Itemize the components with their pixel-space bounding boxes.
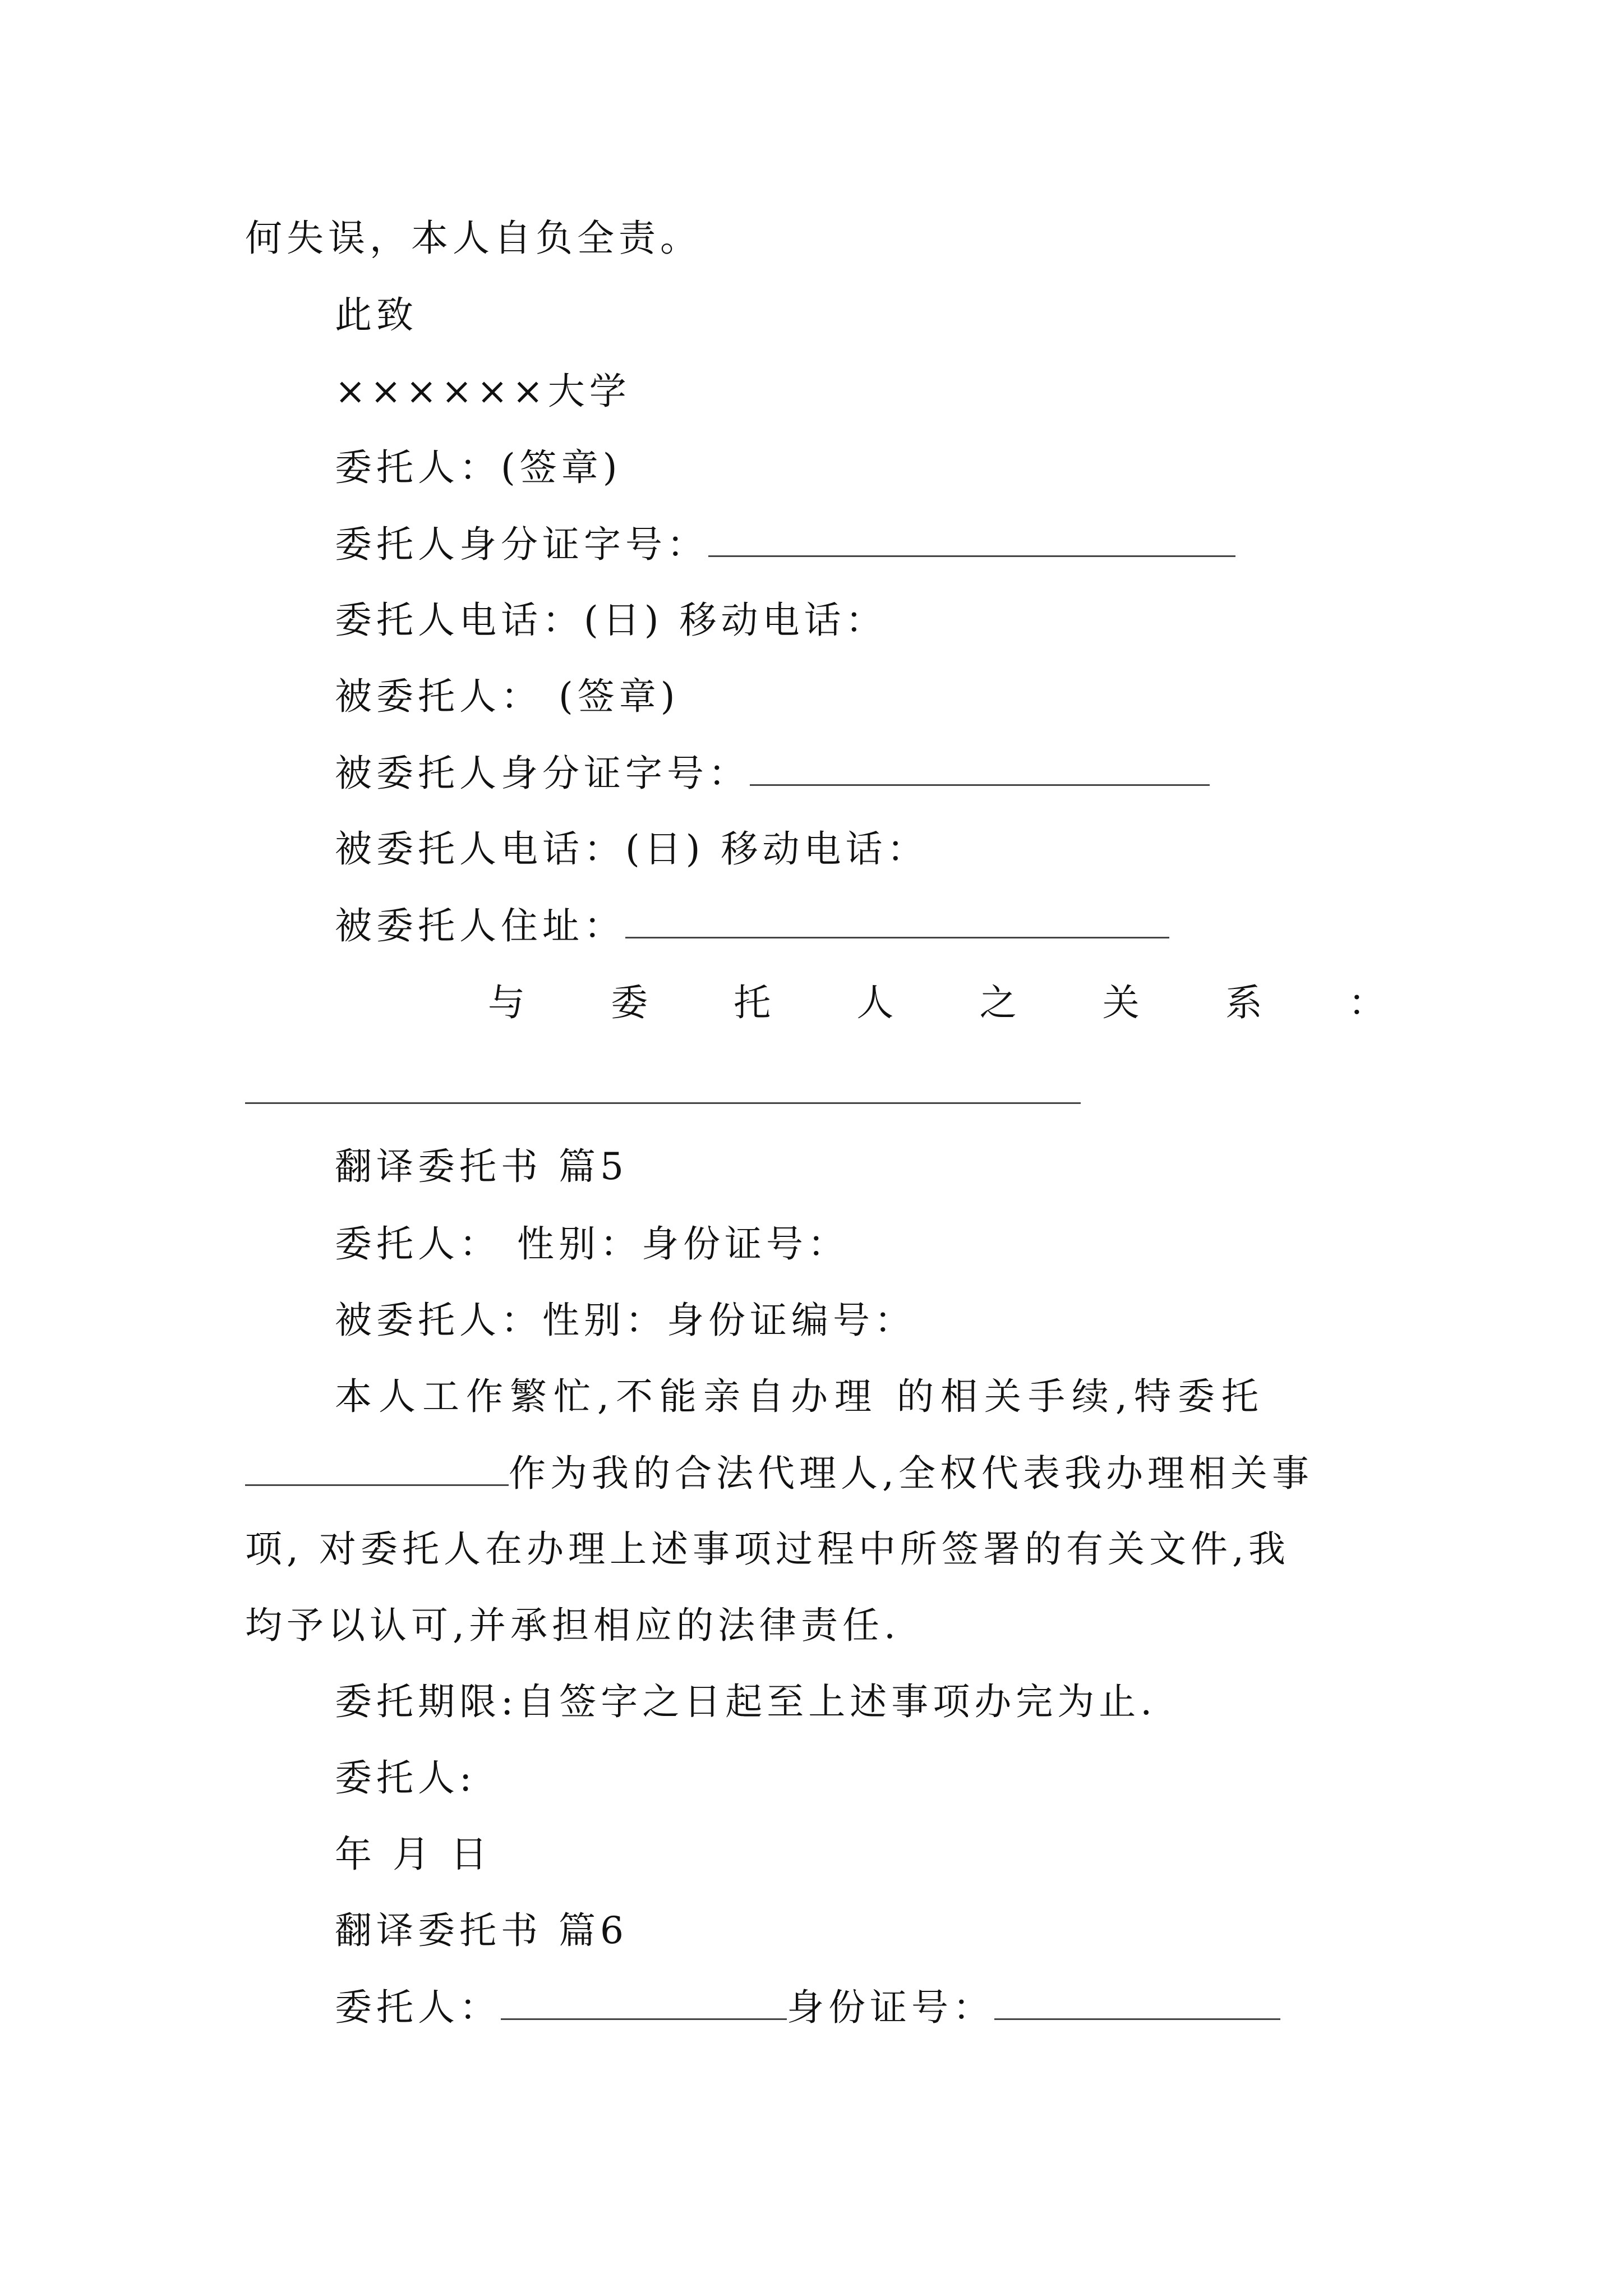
principal-info-line: 委托人： 性别：身份证号： [335,1222,849,1266]
principal-id-blank [708,522,1235,557]
relationship-char: 委 [611,981,648,1024]
salutation: 此致 [335,293,418,337]
agent-address-blank [625,903,1169,938]
relationship-char: 与 [488,981,525,1024]
text-line: 何失误，本人自负全责。 [245,217,702,260]
relationship-char: 托 [734,981,771,1024]
paragraph-line: 项, 对委托人在办理上述事项过程中所签署的有关文件,我 [245,1527,1290,1571]
principal-name-blank [501,1985,787,2020]
relationship-char: 系 [1225,981,1262,1024]
agent-name-blank [245,1451,509,1486]
principal-id-line-6 [335,1985,1280,2030]
agent-phone-line: 被委托人电话：(日) 移动电话： [335,827,929,871]
principal-id-label: 委托人身分证字号： [335,523,708,566]
relationship-char: 之 [979,981,1017,1024]
principal-sign-line: 委托人: [335,1756,477,1800]
section-heading-5: 翻译委托书 篇5 [335,1145,628,1188]
relationship-char: 关 [1102,981,1140,1024]
paragraph-line: 本人工作繁忙,不能亲自办理 的相关手续,特委托 [335,1375,1265,1418]
agent-info-line: 被委托人：性别：身份证编号： [335,1299,916,1342]
relationship-char: 人 [856,981,894,1024]
principal-phone-line: 委托人电话：(日) 移动电话： [335,599,887,642]
agent-id-line [335,751,1210,796]
paragraph-text: 作为我的合法代理人,全权代表我办理相关事 [509,1452,1313,1495]
agent-address-line [335,903,1169,949]
relationship-line [488,981,1385,1025]
id-number-blank [994,1985,1280,2020]
agent-signature-line: 被委托人： (签章) [335,675,680,718]
agent-id-blank [750,751,1210,786]
relationship-char: ： [1348,981,1385,1024]
id-label: 身份证号： [787,1986,994,2029]
principal-label: 委托人： [335,1986,501,2029]
paragraph-line: 均予以认可,并承担相应的法律责任. [245,1604,900,1647]
date-line: 年 月 日 [335,1833,492,1876]
principal-signature-line: 委托人：(签章) [335,446,622,489]
term-line: 委托期限:自签字之日起至上述事项办完为止. [335,1680,1157,1723]
agent-address-label: 被委托人住址： [335,904,625,947]
paragraph-line [245,1451,1313,1496]
section-heading-6: 翻译委托书 篇6 [335,1909,628,1952]
recipient-university: ××××××大学 [335,370,631,413]
agent-id-label: 被委托人身分证字号： [335,752,750,795]
relationship-blank [245,1102,1081,1104]
principal-id-line [335,522,1235,567]
